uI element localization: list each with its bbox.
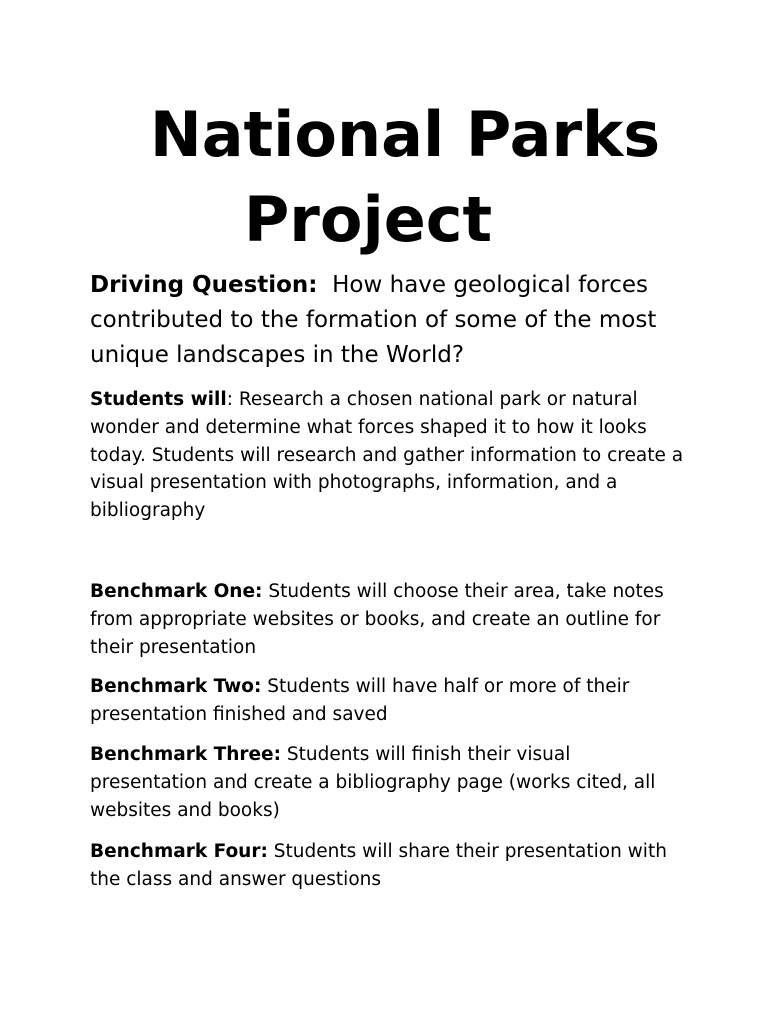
title-line-2: Project	[243, 183, 493, 256]
title-line-1: National Parks	[149, 98, 661, 171]
benchmark-four-text: Students will share their presentation with the class and answer questions	[90, 841, 667, 890]
benchmark-two-text: Students will have half or more of their presentation finished and saved	[90, 676, 630, 725]
driving-question-text: How have geological forces contributed to the formation of some of the most unique landscapes in the World?	[90, 272, 657, 368]
benchmark-three-label: Benchmark Three:	[90, 744, 281, 765]
benchmark-one-text: Students will choose their area, take notes from appropriate websites or books, and create an outline for their presentation	[90, 581, 664, 658]
students-will-text: : Research a chosen national park or natural wonder and determine what forces shaped it to how it looks today. Students will research and gather information to create a visual presentation with photographs, information, and a bibliography	[90, 389, 684, 522]
benchmark-one-label: Benchmark One:	[90, 581, 263, 602]
page-title	[0, 92, 768, 262]
benchmark-two	[90, 673, 690, 729]
driving-question-label: Driving Question:	[90, 272, 318, 298]
benchmark-four	[90, 838, 690, 894]
students-will-paragraph	[90, 386, 690, 525]
benchmark-two-label: Benchmark Two:	[90, 676, 262, 697]
benchmark-three-text: Students will finish their visual presentation and create a bibliography page (works cited, all websites and books)	[90, 744, 656, 821]
benchmark-one	[90, 578, 690, 661]
students-will-label: Students will	[90, 389, 227, 410]
driving-question	[90, 268, 690, 373]
benchmark-four-label: Benchmark Four:	[90, 841, 268, 862]
benchmark-three	[90, 741, 690, 824]
